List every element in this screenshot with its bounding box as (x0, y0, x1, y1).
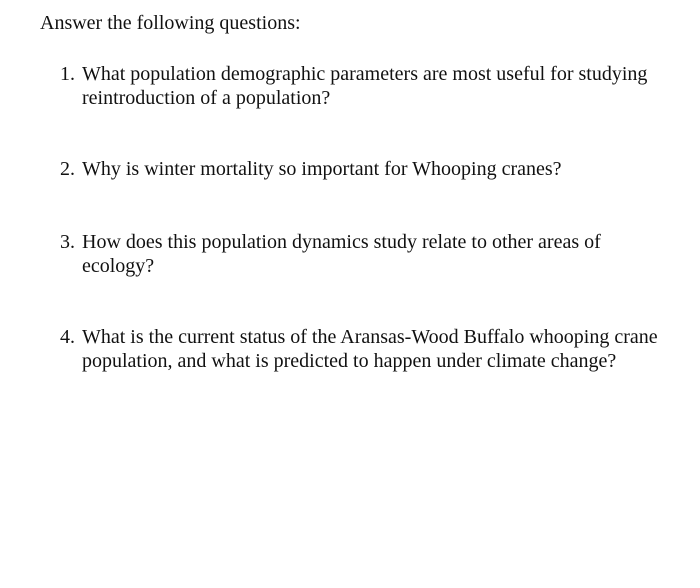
question-number: 3. (60, 231, 75, 253)
question-text: How does this population dynamics study relate to other areas of ecology? (82, 231, 601, 277)
question-number: 4. (60, 326, 75, 348)
question-text: What population demographic parameters are most useful for studying reintroduction of a population? (82, 63, 648, 109)
instructions-heading: Answer the following questions: (40, 12, 301, 34)
question-1 (60, 62, 660, 110)
question-4 (60, 325, 660, 373)
question-3 (60, 230, 660, 278)
question-number: 2. (60, 158, 75, 180)
question-text: Why is winter mortality so important for Whooping cranes? (82, 158, 562, 180)
question-text: What is the current status of the Aransas-Wood Buffalo whooping crane population, and what is predicted to happen under climate change? (82, 326, 658, 372)
question-number: 1. (60, 63, 75, 85)
question-2 (60, 157, 660, 181)
